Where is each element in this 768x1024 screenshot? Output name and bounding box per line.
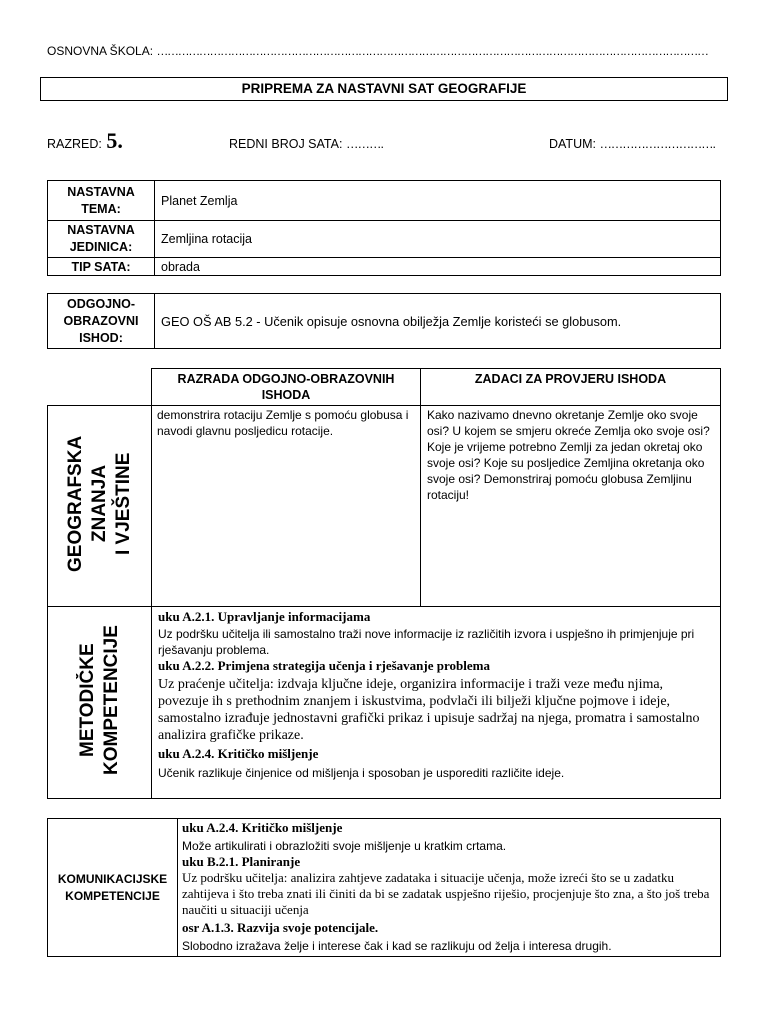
ishod-value: GEO OŠ AB 5.2 - Učenik opisuje osnovna obilježja Zemlje koristeći se globusom. bbox=[155, 294, 721, 349]
komunikacijske-table bbox=[47, 818, 721, 957]
school-line bbox=[47, 44, 708, 58]
datum-value: …………………………. bbox=[599, 137, 715, 151]
tip-value: obrada bbox=[155, 258, 721, 276]
komunikacijske-content bbox=[178, 819, 721, 957]
ishod-label: ODGOJNO-OBRAZOVNI ISHOD: bbox=[48, 294, 155, 349]
kom-3-title: osr A.1.3. Razvija svoje potencijale. bbox=[182, 920, 379, 935]
komunikacijske-label: KOMUNIKACIJSKE KOMPETENCIJE bbox=[48, 819, 178, 957]
razred-label: RAZRED: bbox=[47, 137, 102, 151]
tip-label: TIP SATA: bbox=[48, 258, 155, 276]
tip-row bbox=[48, 258, 721, 276]
redni-broj-value: ………. bbox=[345, 137, 383, 151]
page-title: PRIPREMA ZA NASTAVNI SAT GEOGRAFIJE bbox=[40, 77, 728, 101]
col1-header: RAZRADA ODGOJNO-OBRAZOVNIH ISHODA bbox=[152, 369, 421, 406]
tema-label: NASTAVNA TEMA: bbox=[48, 181, 155, 221]
main-header-empty bbox=[48, 369, 152, 406]
metodicke-1-text: Uz podršku učitelja ili samostalno traži nove informacije iz različitih izvora i uspješno ih primjenjuje pri rješavanju problema. bbox=[158, 627, 695, 657]
metodicke-1-title: uku A.2.1. Upravljanje informacijama bbox=[158, 609, 371, 624]
jedinica-row bbox=[48, 221, 721, 258]
info-table bbox=[47, 180, 721, 276]
kom-2-title: uku B.2.1. Planiranje bbox=[182, 854, 301, 869]
metodicke-3-title: uku A.2.4. Kritičko mišljenje bbox=[158, 746, 319, 761]
zadaci-cell: Kako nazivamo dnevno okretanje Zemlje oko svoje osi? U kojem se smjeru okreće Zemlja oko svoje osi? Koje je vrijeme potrebno Zemlji za jedan okretaj oko svoje osi? Koje su posljedice Zemljina okretanja oko svoje osi? Demonstriraj pomoću globusa Zemljinu rotaciju! bbox=[421, 406, 721, 607]
geo-label-cell bbox=[48, 406, 152, 607]
metodicke-label: METODIČKE KOMPETENCIJE bbox=[76, 625, 122, 775]
main-header-row bbox=[48, 369, 721, 406]
kom-2-text: Uz podršku učitelja: analizira zahtjeve zadataka i situacije učenja, može izreći što se u zadatku zahtijeva i što treba znati ili činiti da bi se zadatak uspješno riješio, procjenjuje što zna, a što još treba naučiti u situaciji učenja bbox=[182, 870, 710, 917]
metodicke-row bbox=[48, 607, 721, 799]
geo-row bbox=[48, 406, 721, 607]
razred-field bbox=[47, 128, 123, 154]
school-label: OSNOVNA ŠKOLA: bbox=[47, 44, 154, 58]
main-table bbox=[47, 368, 721, 799]
datum-field bbox=[549, 137, 715, 151]
kom-1-title: uku A.2.4. Kritičko mišljenje bbox=[182, 820, 343, 835]
tema-value: Planet Zemlja bbox=[155, 181, 721, 221]
col2-header: ZADACI ZA PROVJERU ISHODA bbox=[421, 369, 721, 406]
ishod-table bbox=[47, 293, 721, 349]
razred-value: 5. bbox=[106, 128, 123, 153]
tema-row bbox=[48, 181, 721, 221]
jedinica-value: Zemljina rotacija bbox=[155, 221, 721, 258]
metodicke-3-text: Učenik razlikuje činjenice od mišljenja i sposoban je usporediti različite ideje. bbox=[158, 766, 565, 780]
school-value: ………………………………………………………………………………………………………………………………………… bbox=[156, 44, 708, 58]
metodicke-2-title: uku A.2.2. Primjena strategija učenja i rješavanje problema bbox=[158, 658, 490, 673]
metodicke-2-text: Uz praćenje učitelja: izdvaja ključne ideje, organizira informacije i traži veze među njima, povezuje ih s prethodnim znanjem i iskustvima, podvlači ili bilježi ključne pojmove i ideje, samostalno izrađuje jednostavni grafički prikaz i upisuje sadržaj na njega, promatra i samostalno analizira grafičke prikaze. bbox=[158, 677, 700, 743]
redni-broj-field bbox=[229, 137, 383, 151]
redni-broj-label: REDNI BROJ SATA: bbox=[229, 137, 343, 151]
metodicke-content bbox=[152, 607, 721, 799]
geo-label: GEOGRAFSKA ZNANJA I VJEŠTINE bbox=[64, 435, 134, 572]
datum-label: DATUM: bbox=[549, 137, 596, 151]
jedinica-label: NASTAVNA JEDINICA: bbox=[48, 221, 155, 258]
metodicke-label-cell bbox=[48, 607, 152, 799]
kom-3-text: Slobodno izražava želje i interese čak i kad se razlikuju od želja i interesa drugih. bbox=[182, 939, 612, 953]
kom-1-text: Može artikulirati i obrazložiti svoje mišljenje u kratkim crtama. bbox=[182, 839, 507, 853]
razrada-cell: demonstrira rotaciju Zemlje s pomoću globusa i navodi glavnu posljedicu rotacije. bbox=[152, 406, 421, 607]
